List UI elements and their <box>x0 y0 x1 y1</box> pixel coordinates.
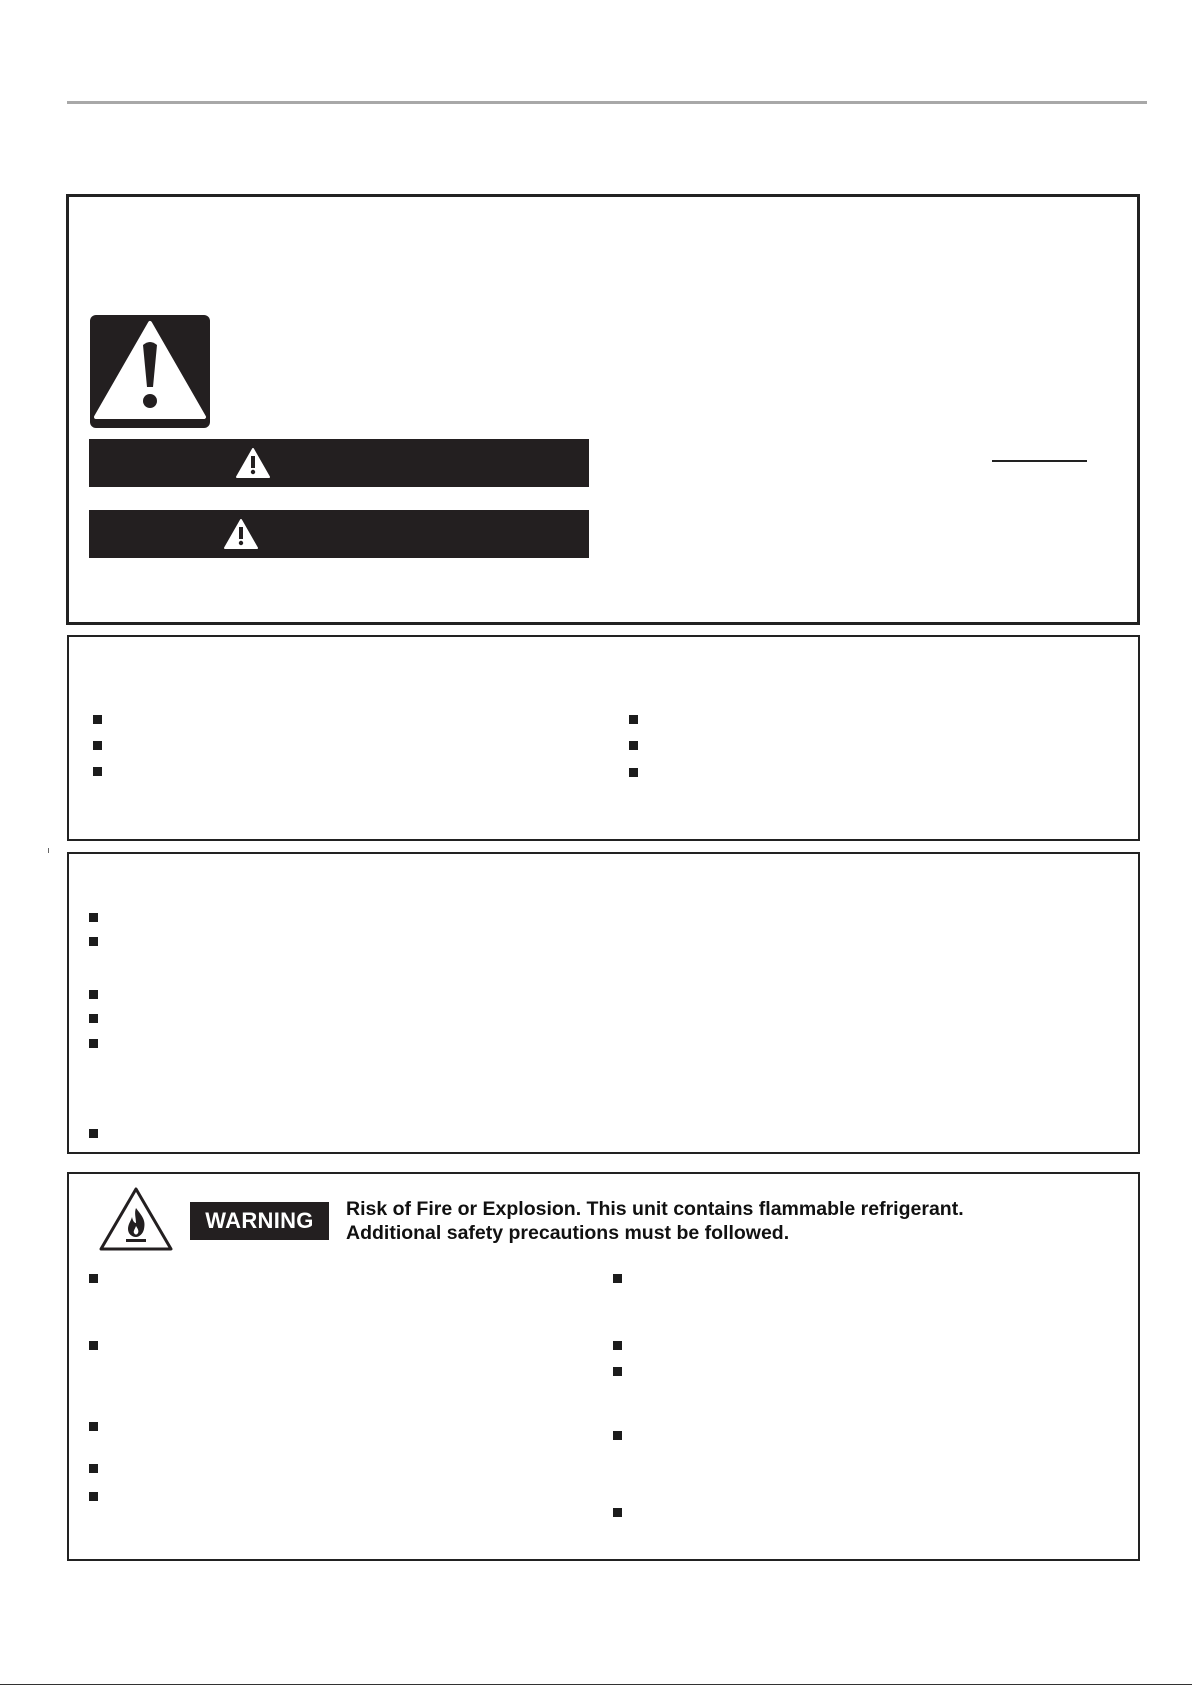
square-bullet-icon <box>629 741 638 750</box>
square-bullet-icon <box>89 990 98 999</box>
square-bullet-icon <box>89 1014 98 1023</box>
small-alert-icon <box>235 447 271 479</box>
header-rule <box>67 101 1147 104</box>
underline-mark <box>992 460 1087 462</box>
square-bullet-icon <box>629 715 638 724</box>
warning-text-line-2: Additional safety precautions must be followed. <box>346 1222 790 1244</box>
square-bullet-icon <box>89 1492 98 1501</box>
danger-signal-bar <box>89 439 589 487</box>
safety-alert-icon <box>90 315 210 428</box>
square-bullet-icon <box>629 768 638 777</box>
square-bullet-icon <box>89 1039 98 1048</box>
stray-mark <box>48 848 49 853</box>
important-safety-box <box>67 852 1140 1154</box>
square-bullet-icon <box>89 1129 98 1138</box>
square-bullet-icon <box>89 1341 98 1350</box>
square-bullet-icon <box>89 1274 98 1283</box>
square-bullet-icon <box>89 937 98 946</box>
instructions-box <box>67 635 1140 841</box>
flammable-hazard-icon <box>98 1186 174 1252</box>
square-bullet-icon <box>93 741 102 750</box>
square-bullet-icon <box>613 1274 622 1283</box>
square-bullet-icon <box>89 1422 98 1431</box>
square-bullet-icon <box>613 1367 622 1376</box>
warning-signal-bar <box>89 510 589 558</box>
square-bullet-icon <box>93 715 102 724</box>
square-bullet-icon <box>89 913 98 922</box>
warning-text-line-1: Risk of Fire or Explosion. This unit contains flammable refrigerant. <box>346 1198 964 1220</box>
warning-badge: WARNING <box>190 1202 329 1240</box>
square-bullet-icon <box>613 1431 622 1440</box>
small-alert-icon <box>223 518 259 550</box>
square-bullet-icon <box>89 1464 98 1473</box>
square-bullet-icon <box>613 1508 622 1517</box>
square-bullet-icon <box>93 767 102 776</box>
safety-intro-box <box>66 194 1140 625</box>
square-bullet-icon <box>613 1341 622 1350</box>
